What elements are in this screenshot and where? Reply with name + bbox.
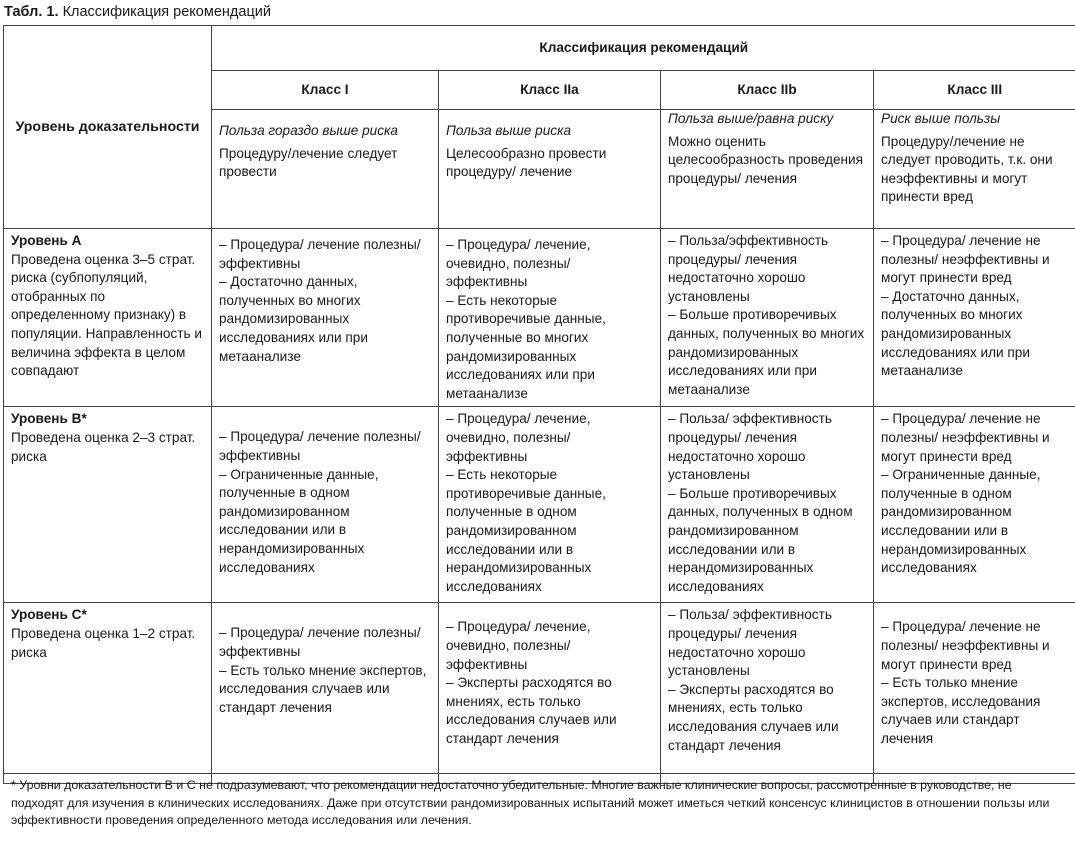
recommendation-cell [661, 407, 874, 603]
recommendation-text: – Процедура/ лечение полезны/ эффективны – Есть только мнение экспертов, исследования случаев или стандарт лечения [219, 625, 427, 715]
class-description [661, 110, 874, 229]
class-description [212, 110, 439, 229]
class-action: Процедуру/лечение следует провести [219, 145, 398, 180]
level-cell [4, 229, 212, 407]
class-summary: Риск выше пользы [881, 111, 1001, 126]
recommendation-text: – Процедура/ лечение, очевидно, полезны/ эффективны – Есть некоторые противоречивые данные, полученные во многих рандомизированных исследованиях или при метаанализе [446, 237, 606, 401]
caption-title: Классификация рекомендаций [62, 4, 271, 20]
recommendation-text: – Процедура/ лечение, очевидно, полезны/ эффективны – Эксперты расходятся во мнениях, есть только исследования случаев или стандарт лечения [446, 619, 617, 746]
recommendation-cell [874, 603, 1075, 784]
recommendation-text: – Процедура/ лечение полезны/ эффективны – Ограниченные данные, полученные в одном рандомизированном исследовании или в нерандомизированных исследованиях [219, 429, 421, 575]
table-row [4, 229, 1075, 407]
recommendation-text: – Процедура/ лечение полезны/ эффективны – Достаточно данных, полученных во многих рандомизированных исследованиях или при метаанализе [219, 237, 421, 364]
table-caption [4, 3, 271, 21]
level-description: Проведена оценка 1–2 страт. риска [11, 625, 196, 660]
class-action: Процедуру/лечение не следует проводить, т.к. они неэффективны и могут принести вред [881, 133, 1053, 205]
level-cell [4, 603, 212, 784]
recommendation-cell [439, 603, 661, 784]
recommendation-text: – Процедура/ лечение не полезны/ неэффективны и могут принести вред – Есть только мнение экспертов, исследования случаев или стандарт лечения [881, 619, 1050, 746]
recommendation-cell [874, 229, 1075, 407]
recommendation-text: – Польза/ эффективность процедуры/ лечения недостаточно хорошо установлены – Больше противоречивых данных, полученных в одном рандомизированном исследовании или в нерандомизированных исследованиях [668, 411, 853, 594]
recommendation-cell [439, 229, 661, 407]
table-row [4, 407, 1075, 603]
recommendation-cell [212, 229, 439, 407]
recommendation-text: – Польза/эффективность процедуры/ лечения недостаточно хорошо установлены – Больше противоречивых данных, полученных во многих рандомизированных исследованиях или при метаанализе [668, 233, 865, 397]
class-summary: Польза гораздо выше риска [219, 123, 398, 138]
class-action: Можно оценить целесообразность проведения процедуры/ лечения [668, 133, 864, 186]
table-row [4, 603, 1075, 784]
class-header: Класс III [874, 71, 1075, 110]
class-header: Класс IIa [439, 71, 661, 110]
level-description: Проведена оценка 2–3 страт. риска [11, 429, 196, 464]
level-description: Проведена оценка 3–5 страт. риска (субпопуляций, отобранных по определенному признаку) в популяции. Направленность и величина эффекта в целом совпадают [11, 251, 202, 379]
recommendation-cell [661, 229, 874, 407]
level-name: Уровень С* [11, 607, 87, 623]
class-action: Целесообразно провести процедуру/ лечение [446, 145, 607, 180]
level-name: Уровень В* [11, 411, 87, 427]
recommendation-cell [212, 603, 439, 784]
level-name: Уровень А [11, 233, 82, 248]
class-summary: Польза выше/равна риску [668, 111, 834, 126]
class-header: Класс IIb [661, 71, 874, 110]
recommendations-table [3, 25, 1075, 784]
class-header: Класс I [212, 71, 439, 110]
recommendation-cell [874, 407, 1075, 603]
recommendation-cell [439, 407, 661, 603]
recommendation-text: – Польза/ эффективность процедуры/ лечения недостаточно хорошо установлены – Эксперты расходятся во мнениях, есть только исследования случаев или стандарт лечения [668, 607, 839, 753]
recommendation-cell [661, 603, 874, 784]
recommendation-text: – Процедура/ лечение не полезны/ неэффективны и могут принести вред – Достаточно данных, полученных во многих рандомизированных исследованиях или при метаанализе [881, 233, 1050, 379]
recommendation-text: – Процедура/ лечение не полезны/ неэффективны и могут принести вред – Ограниченные данные, полученные в одном рандомизированном исследовании или в нерандомизированных исследованиях [881, 411, 1050, 576]
class-description [874, 110, 1075, 229]
class-summary: Польза выше риска [446, 123, 572, 138]
table-footnote: * Уровни доказательности В и С не подразумевают, что рекомендации недостаточно убедительные. Многие важные клинические вопросы, рассмотренные в руководстве, не подходят для изучения в клинических исследованиях. Даже при отсутствии рандомизированных испытаний может иметься четкий консенсус клиницистов в отношении пользы или эффективности проведения определенного метода исследования или лечения. [3, 773, 1075, 841]
level-cell [4, 407, 212, 603]
recommendation-cell [212, 407, 439, 603]
evidence-level-header: Уровень доказательности [4, 26, 212, 229]
caption-prefix: Табл. 1. [4, 4, 59, 20]
classification-header: Классификация рекомендаций [212, 26, 1075, 71]
recommendation-text: – Процедура/ лечение, очевидно, полезны/ эффективны – Есть некоторые противоречивые данные, полученные в одном рандомизированном исследовании или в нерандомизированных исследованиях [446, 411, 606, 594]
class-description [439, 110, 661, 229]
